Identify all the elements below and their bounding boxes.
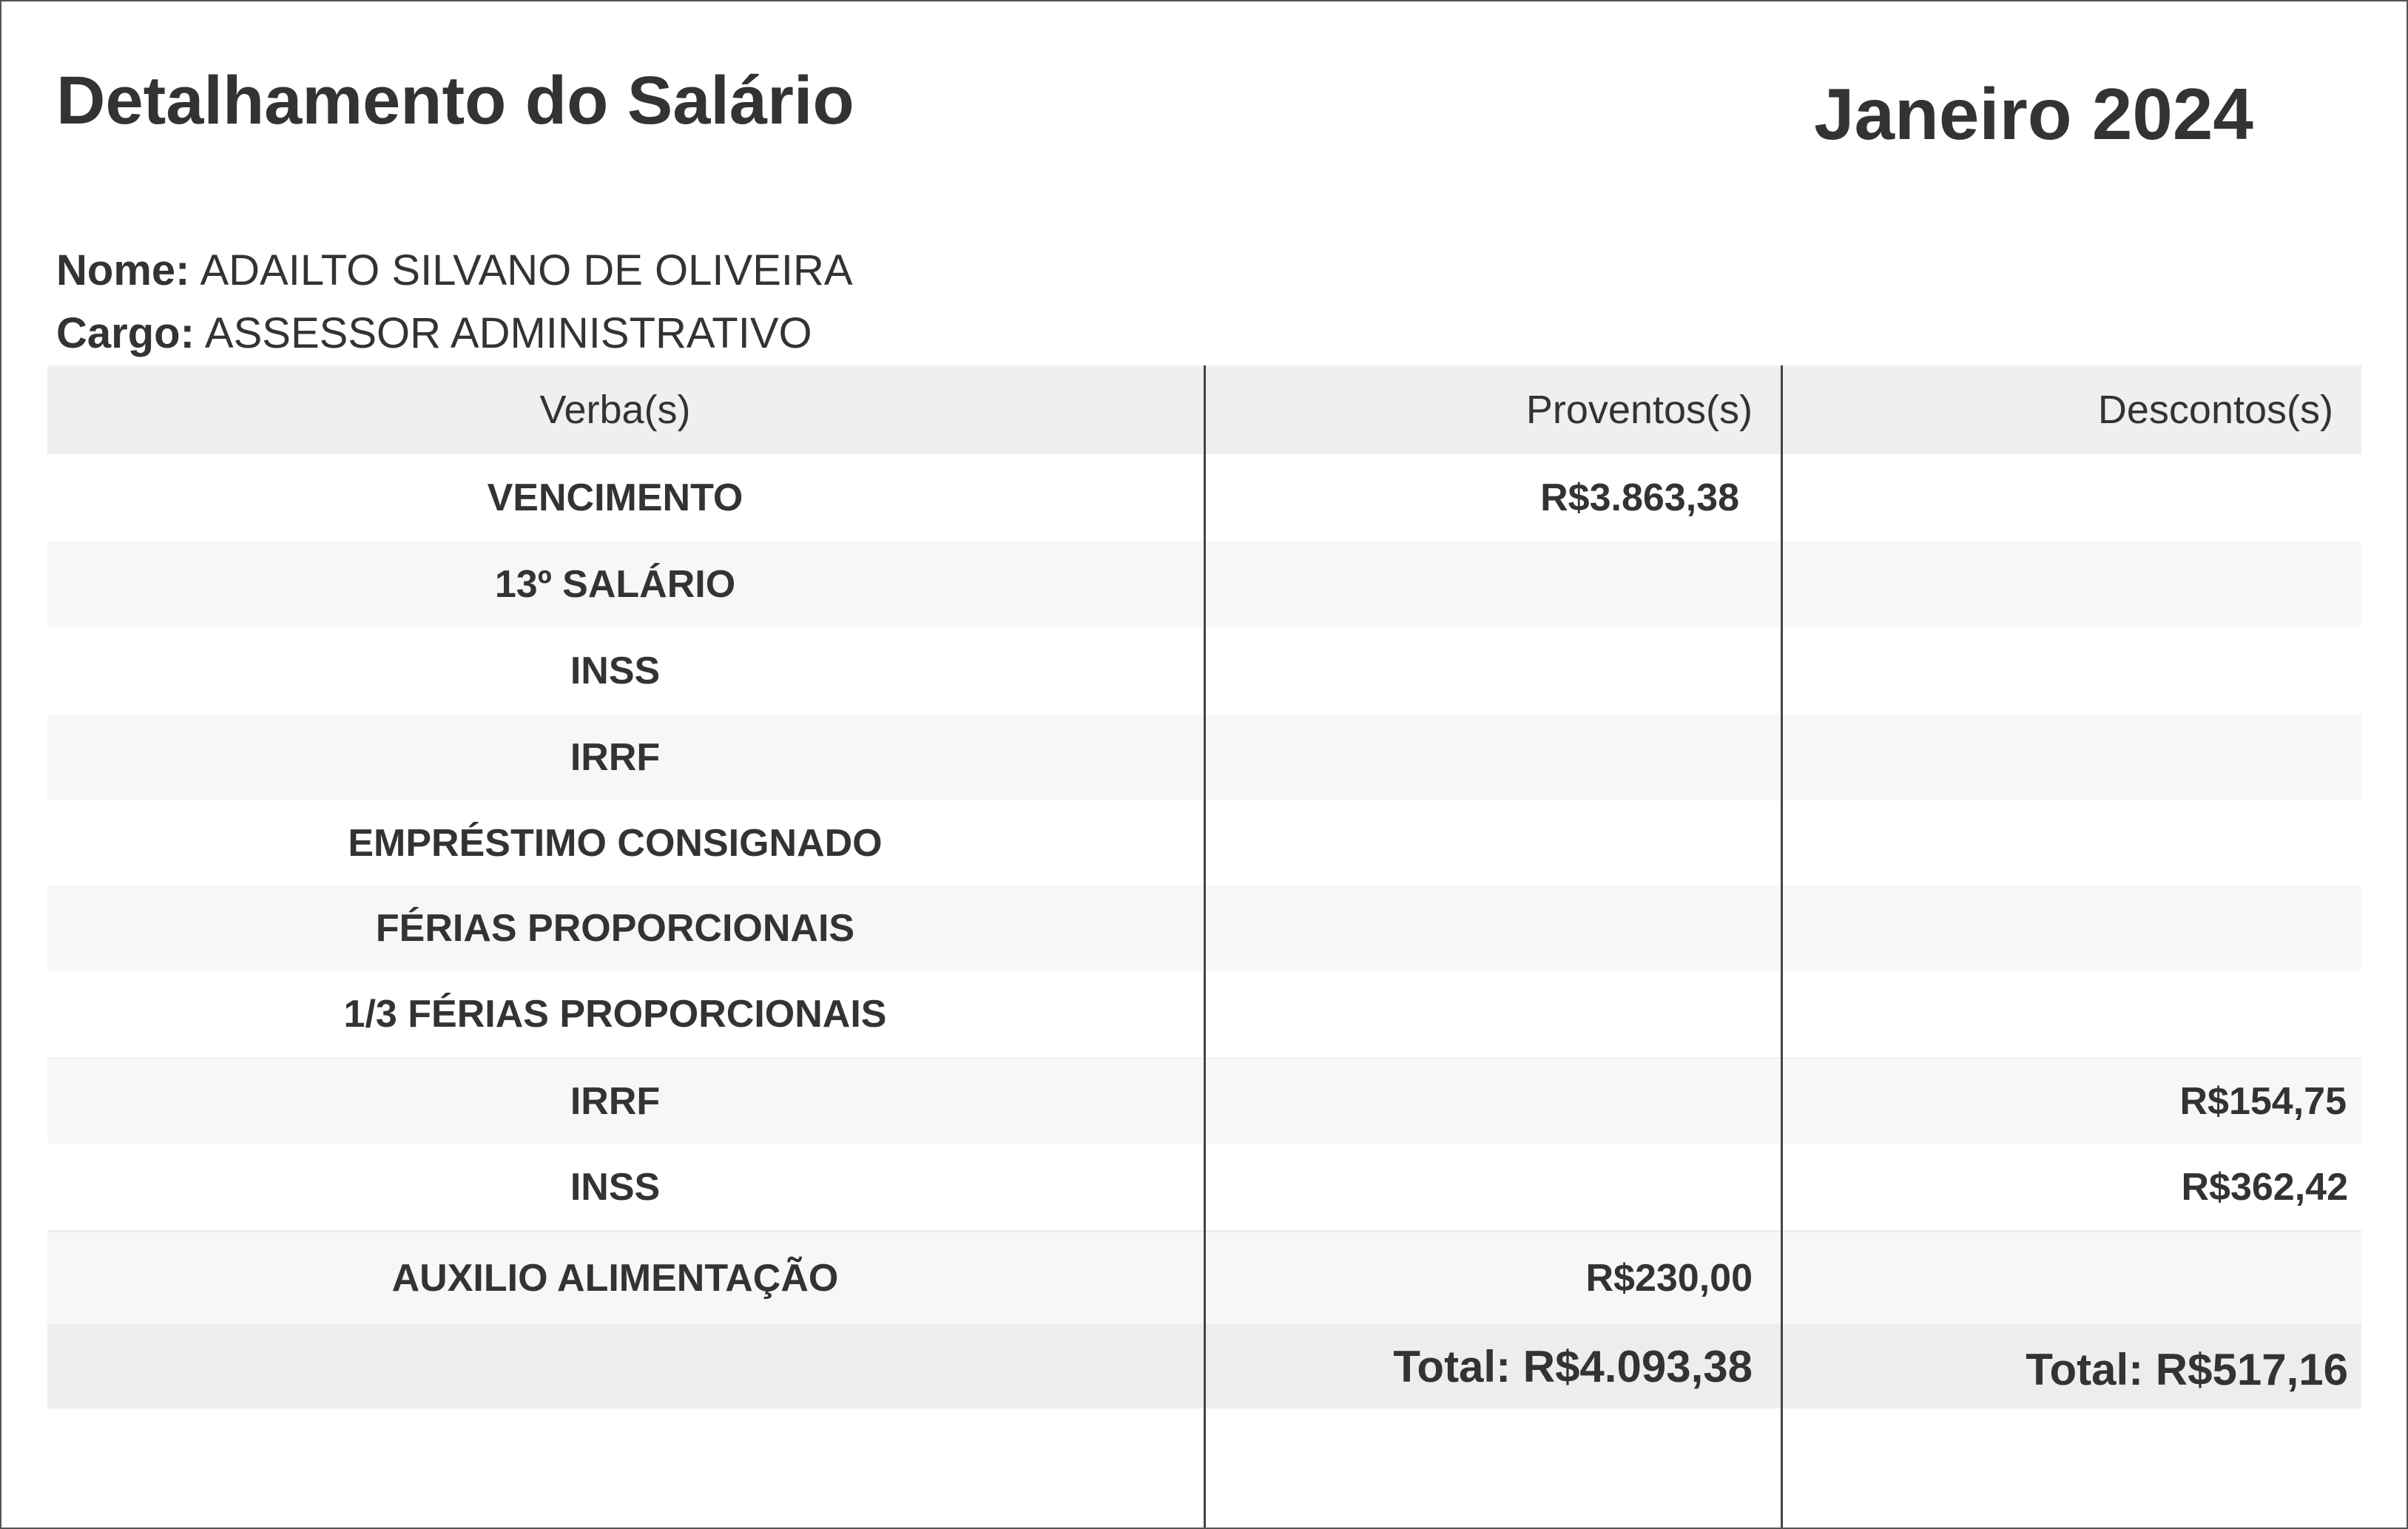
verba-cell: INSS bbox=[570, 1165, 661, 1209]
proventos-cell bbox=[1205, 715, 1782, 800]
descontos-cell bbox=[1782, 1232, 2361, 1324]
verba-cell: EMPRÉSTIMO CONSIGNADO bbox=[348, 821, 883, 865]
page-title: Detalhamento do Salário bbox=[56, 63, 854, 138]
employee-role-line bbox=[56, 308, 812, 358]
descontos-cell bbox=[1782, 971, 2361, 1057]
verba-cell: IRRF bbox=[570, 736, 661, 779]
verba-cell: 1/3 FÉRIAS PROPORCIONAIS bbox=[343, 993, 887, 1036]
verba-cell: INSS bbox=[570, 649, 661, 692]
salary-table bbox=[47, 365, 2361, 1528]
employee-role: ASSESSOR ADMINISTRATIVO bbox=[204, 309, 812, 357]
verba-cell: 13º SALÁRIO bbox=[494, 563, 736, 606]
proventos-cell: R$3.863,38 bbox=[1540, 476, 1739, 519]
descontos-cell bbox=[1782, 715, 2361, 800]
name-label: Nome: bbox=[56, 246, 190, 294]
column-header-proventos: Proventos(s) bbox=[1525, 388, 1753, 432]
employee-name-line bbox=[56, 246, 853, 295]
column-header-verba: Verba(s) bbox=[539, 388, 691, 432]
verba-cell: VENCIMENTO bbox=[487, 476, 743, 519]
total-proventos: Total: R$4.093,38 bbox=[1393, 1341, 1753, 1391]
descontos-cell bbox=[1782, 885, 2361, 971]
descontos-cell bbox=[1782, 627, 2361, 715]
verba-cell: AUXILIO ALIMENTAÇÃO bbox=[391, 1257, 839, 1300]
proventos-cell bbox=[1205, 885, 1782, 971]
proventos-cell bbox=[1205, 1144, 1782, 1230]
column-divider bbox=[1204, 365, 1206, 1528]
verba-cell: FÉRIAS PROPORCIONAIS bbox=[375, 907, 855, 950]
role-label: Cargo: bbox=[56, 309, 195, 357]
totals-label-cell bbox=[47, 1324, 1205, 1408]
proventos-cell bbox=[1205, 627, 1782, 715]
descontos-cell bbox=[1782, 454, 2361, 541]
descontos-cell bbox=[1782, 541, 2361, 627]
proventos-cell: R$230,00 bbox=[1585, 1257, 1753, 1300]
proventos-cell bbox=[1205, 541, 1782, 627]
proventos-cell bbox=[1205, 971, 1782, 1057]
column-header-descontos: Descontos(s) bbox=[2097, 388, 2333, 432]
total-descontos: Total: R$517,16 bbox=[2026, 1344, 2348, 1394]
proventos-cell bbox=[1205, 800, 1782, 885]
period-label: Janeiro 2024 bbox=[1814, 73, 2253, 155]
descontos-cell bbox=[1782, 800, 2361, 885]
employee-name: ADAILTO SILVANO DE OLIVEIRA bbox=[200, 246, 853, 294]
verba-cell: IRRF bbox=[570, 1079, 661, 1123]
descontos-cell: R$154,75 bbox=[2179, 1079, 2347, 1123]
proventos-cell bbox=[1205, 1059, 1782, 1144]
column-divider bbox=[1781, 365, 1783, 1528]
descontos-cell: R$362,42 bbox=[2181, 1165, 2348, 1209]
